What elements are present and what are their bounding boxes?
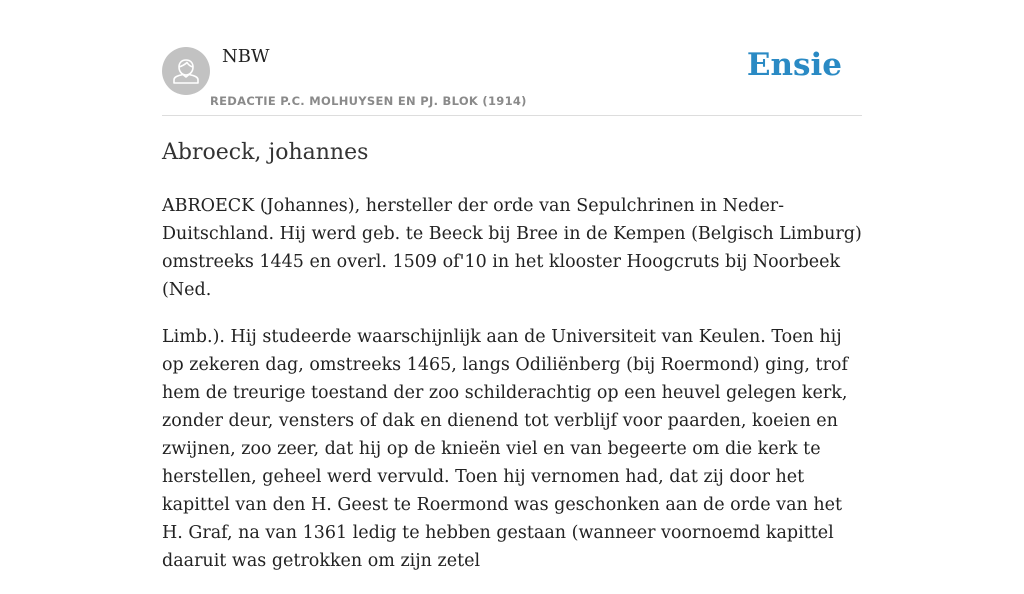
article-paragraph: ABROECK (Johannes), hersteller der orde van Sepulchrinen in Neder-Duitschland. Hij werd geb. te Beeck bij Bree in de Kempen (Belgisch Limburg) omstreeks 1445 en overl. 1509 of'10 in het klooster Hoogcruts bij Noorbeek (Ned. bbox=[162, 196, 862, 300]
article-body bbox=[162, 192, 862, 594]
source-header bbox=[162, 0, 862, 116]
avatar[interactable] bbox=[162, 47, 210, 95]
article-title: Abroeck, johannes bbox=[162, 140, 369, 165]
source-name[interactable]: NBW bbox=[222, 46, 270, 67]
brand-logo[interactable]: Ensie bbox=[746, 47, 842, 83]
page-container bbox=[162, 0, 862, 571]
source-subtitle: REDACTIE P.C. MOLHUYSEN EN PJ. BLOK (1914) bbox=[210, 94, 527, 108]
user-icon bbox=[162, 47, 210, 95]
article-paragraph: Limb.). Hij studeerde waarschijnlijk aan de Universiteit van Keulen. Toen hij op zekeren dag, omstreeks 1465, langs Odiliënberg (bij Roermond) ging, trof hem de treurige toestand der zoo schilderachtig op een heuvel gelegen kerk, zonder deur, vensters of dak en dienend tot verblijf voor paarden, koeien en zwijnen, zoo zeer, dat hij op de knieën viel en van begeerte om die kerk te herstellen, geheel werd vervuld. Toen hij vernomen had, dat zij door het kapittel van den H. Geest te Roermond was geschonken aan de orde van het H. Graf, na van 1361 ledig te hebben gestaan (wanneer voornoemd kapittel daaruit was getrokken om zijn zetel bbox=[162, 327, 848, 571]
